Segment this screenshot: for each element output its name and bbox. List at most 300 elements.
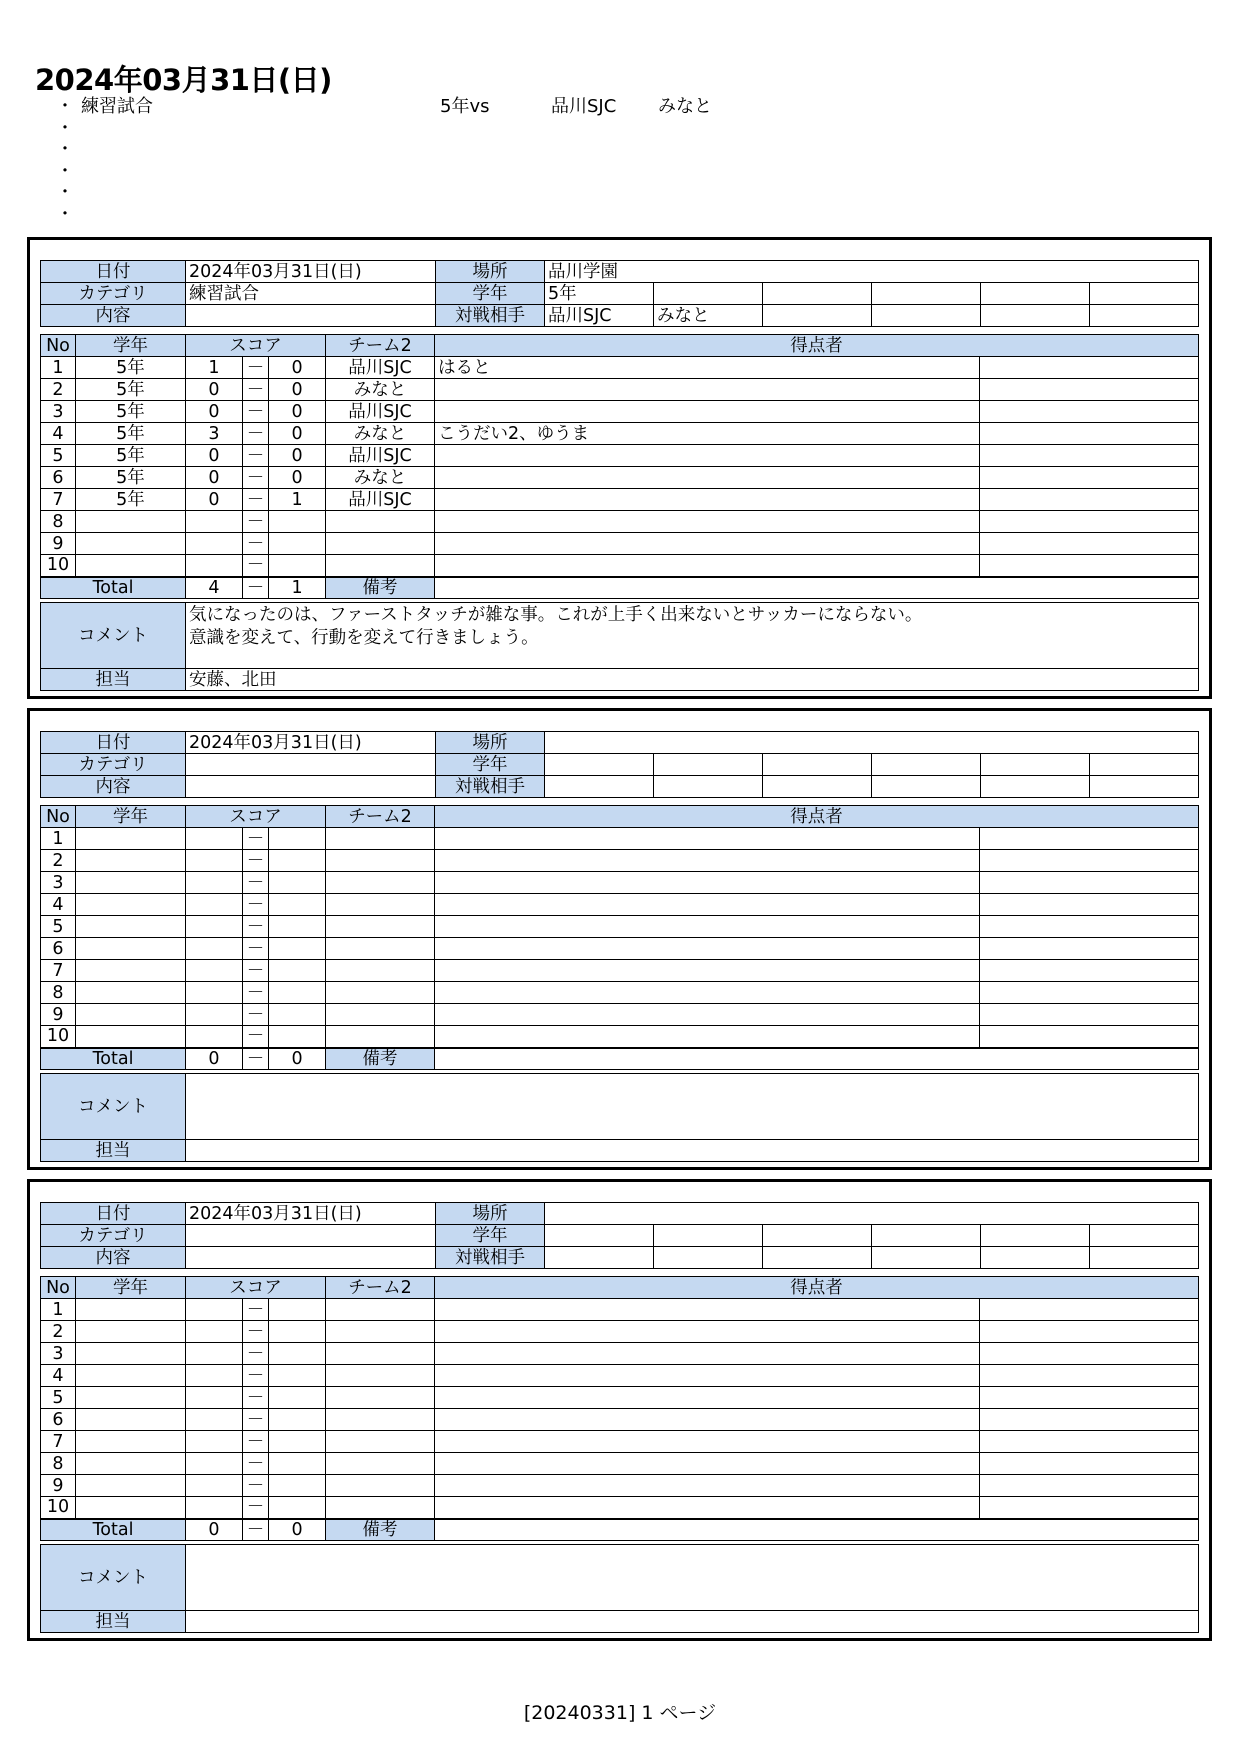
row-score-dash: － xyxy=(243,401,269,423)
header-no: No xyxy=(41,1277,76,1299)
category-value: 練習試合 xyxy=(186,283,436,305)
header-grade: 学年 xyxy=(76,806,186,828)
row-scorers xyxy=(435,1321,980,1343)
header-grade: 学年 xyxy=(76,1277,186,1299)
row-scorers xyxy=(435,445,980,467)
content-value xyxy=(186,305,436,327)
row-score-opponent xyxy=(269,938,326,960)
row-extra xyxy=(980,828,1199,850)
row-scorers: はると xyxy=(435,357,980,379)
row-extra xyxy=(980,511,1199,533)
score-row xyxy=(41,960,1199,982)
label-place: 場所 xyxy=(436,261,545,283)
row-score-dash: － xyxy=(243,960,269,982)
row-score-opponent xyxy=(269,1497,326,1519)
row-scorers xyxy=(435,467,980,489)
row-scorers xyxy=(435,1026,980,1048)
remarks-label: 備考 xyxy=(326,1519,435,1541)
row-no: 6 xyxy=(41,1409,76,1431)
date-value: 2024年03月31日(日) xyxy=(186,1203,436,1225)
score-row xyxy=(41,511,1199,533)
row-no: 8 xyxy=(41,1453,76,1475)
remarks-value xyxy=(435,1519,1199,1541)
row-grade xyxy=(76,533,186,555)
comment-label: コメント xyxy=(41,1074,186,1140)
row-no: 10 xyxy=(41,1026,76,1048)
row-scorers xyxy=(435,960,980,982)
row-score-opponent xyxy=(269,1409,326,1431)
place-value xyxy=(545,732,1199,754)
row-no: 6 xyxy=(41,938,76,960)
bullet-category: 練習試合 xyxy=(81,96,153,117)
bullet-list xyxy=(48,96,1148,225)
opponent-value: みなと xyxy=(654,305,763,327)
match-record-panel xyxy=(27,708,1212,1170)
row-team2 xyxy=(326,555,435,577)
row-team2: 品川SJC xyxy=(326,489,435,511)
row-score-own: 1 xyxy=(186,357,243,379)
opponent-value xyxy=(545,1247,654,1269)
label-content: 内容 xyxy=(41,1247,186,1269)
row-extra xyxy=(980,401,1199,423)
row-score-dash: － xyxy=(243,828,269,850)
match-record-panel xyxy=(27,237,1212,699)
label-category: カテゴリ xyxy=(41,754,186,776)
row-score-own xyxy=(186,1321,243,1343)
row-scorers xyxy=(435,938,980,960)
row-score-opponent xyxy=(269,1453,326,1475)
row-score-dash: － xyxy=(243,467,269,489)
row-extra xyxy=(980,960,1199,982)
row-no: 1 xyxy=(41,828,76,850)
row-extra xyxy=(980,1431,1199,1453)
row-score-opponent xyxy=(269,1343,326,1365)
place-value xyxy=(545,1203,1199,1225)
staff-value xyxy=(186,1140,1199,1162)
opponent-value xyxy=(763,1247,872,1269)
staff-label: 担当 xyxy=(41,1140,186,1162)
row-team2 xyxy=(326,982,435,1004)
score-row xyxy=(41,894,1199,916)
score-row xyxy=(41,401,1199,423)
row-score-dash: － xyxy=(243,894,269,916)
opponent-value xyxy=(1090,305,1199,327)
score-row xyxy=(41,872,1199,894)
row-grade xyxy=(76,872,186,894)
row-score-own xyxy=(186,1299,243,1321)
row-team2: みなと xyxy=(326,379,435,401)
score-row xyxy=(41,1387,1199,1409)
grade-extra-cell xyxy=(872,1225,981,1247)
row-score-opponent xyxy=(269,1365,326,1387)
score-row xyxy=(41,982,1199,1004)
total-label: Total xyxy=(41,1519,186,1541)
header-scorers: 得点者 xyxy=(435,335,1199,357)
bullet-opponent-2: みなと xyxy=(658,96,712,117)
row-score-own xyxy=(186,1387,243,1409)
row-grade: 5年 xyxy=(76,445,186,467)
row-score-opponent xyxy=(269,511,326,533)
comment-label: コメント xyxy=(41,603,186,669)
comment-value xyxy=(186,1074,1199,1140)
row-team2 xyxy=(326,1343,435,1365)
row-score-own: 0 xyxy=(186,401,243,423)
comment-table xyxy=(40,1073,1199,1162)
row-score-own xyxy=(186,555,243,577)
row-extra xyxy=(980,423,1199,445)
row-no: 2 xyxy=(41,379,76,401)
row-score-opponent xyxy=(269,872,326,894)
category-value xyxy=(186,1225,436,1247)
date-value: 2024年03月31日(日) xyxy=(186,732,436,754)
bullet-line xyxy=(48,182,1148,204)
row-team2 xyxy=(326,850,435,872)
score-table xyxy=(40,334,1199,599)
bullet-mark: ・ xyxy=(56,96,74,117)
row-grade xyxy=(76,1365,186,1387)
row-score-dash: － xyxy=(243,489,269,511)
total-score-own: 0 xyxy=(186,1048,243,1070)
row-score-dash: － xyxy=(243,1026,269,1048)
row-score-dash: － xyxy=(243,423,269,445)
label-opponent: 対戦相手 xyxy=(436,1247,545,1269)
score-row xyxy=(41,850,1199,872)
row-grade xyxy=(76,960,186,982)
row-team2 xyxy=(326,894,435,916)
row-score-own xyxy=(186,1497,243,1519)
opponent-value xyxy=(872,776,981,798)
page-title: 2024年03月31日(日) xyxy=(35,63,332,97)
row-grade: 5年 xyxy=(76,379,186,401)
bullet-line xyxy=(48,139,1148,161)
score-row xyxy=(41,555,1199,577)
row-score-dash: － xyxy=(243,511,269,533)
row-score-own xyxy=(186,828,243,850)
grade-extra-cell xyxy=(981,1225,1090,1247)
date-value: 2024年03月31日(日) xyxy=(186,261,436,283)
row-score-opponent xyxy=(269,828,326,850)
row-grade xyxy=(76,1409,186,1431)
match-info-table xyxy=(40,1202,1199,1269)
opponent-value xyxy=(981,1247,1090,1269)
total-label: Total xyxy=(41,1048,186,1070)
row-grade xyxy=(76,1387,186,1409)
row-no: 2 xyxy=(41,850,76,872)
comment-line: 気になったのは、ファーストタッチが雑な事。これが上手く出来ないとサッカーにならない。 xyxy=(189,605,923,625)
total-score-opponent: 0 xyxy=(269,1048,326,1070)
header-scorers: 得点者 xyxy=(435,1277,1199,1299)
row-score-opponent xyxy=(269,1475,326,1497)
row-extra xyxy=(980,938,1199,960)
row-score-own xyxy=(186,1431,243,1453)
row-score-dash: － xyxy=(243,1497,269,1519)
label-grade: 学年 xyxy=(436,754,545,776)
remarks-label: 備考 xyxy=(326,1048,435,1070)
category-value xyxy=(186,754,436,776)
row-score-dash: － xyxy=(243,1365,269,1387)
staff-value: 安藤、北田 xyxy=(186,669,1199,691)
row-team2 xyxy=(326,828,435,850)
grade-extra-cell xyxy=(1090,1225,1199,1247)
bullet-mark: ・ xyxy=(56,203,74,225)
row-grade: 5年 xyxy=(76,489,186,511)
row-score-own xyxy=(186,960,243,982)
row-team2 xyxy=(326,1387,435,1409)
row-extra xyxy=(980,1497,1199,1519)
row-scorers xyxy=(435,1343,980,1365)
score-row xyxy=(41,828,1199,850)
row-scorers xyxy=(435,1299,980,1321)
bullet-line xyxy=(48,204,1148,226)
match-record-panel xyxy=(27,1179,1212,1641)
header-score: スコア xyxy=(186,335,326,357)
row-team2 xyxy=(326,1475,435,1497)
label-category: カテゴリ xyxy=(41,1225,186,1247)
row-extra xyxy=(980,1365,1199,1387)
row-grade xyxy=(76,1475,186,1497)
score-row xyxy=(41,423,1199,445)
row-score-own xyxy=(186,1409,243,1431)
row-scorers xyxy=(435,916,980,938)
opponent-value xyxy=(981,776,1090,798)
row-score-own xyxy=(186,1004,243,1026)
row-scorers xyxy=(435,982,980,1004)
row-extra xyxy=(980,467,1199,489)
remarks-value xyxy=(435,577,1199,599)
opponent-value xyxy=(872,1247,981,1269)
row-team2 xyxy=(326,1026,435,1048)
row-no: 4 xyxy=(41,894,76,916)
row-extra xyxy=(980,379,1199,401)
row-score-dash: － xyxy=(243,1431,269,1453)
row-score-opponent xyxy=(269,850,326,872)
row-score-opponent xyxy=(269,916,326,938)
label-date: 日付 xyxy=(41,261,186,283)
row-no: 6 xyxy=(41,467,76,489)
row-extra xyxy=(980,445,1199,467)
label-grade: 学年 xyxy=(436,1225,545,1247)
row-score-opponent xyxy=(269,1387,326,1409)
row-scorers xyxy=(435,1004,980,1026)
row-score-opponent: 0 xyxy=(269,379,326,401)
row-extra xyxy=(980,489,1199,511)
row-score-dash: － xyxy=(243,850,269,872)
row-score-dash: － xyxy=(243,938,269,960)
row-no: 4 xyxy=(41,423,76,445)
row-grade xyxy=(76,1026,186,1048)
row-team2 xyxy=(326,1431,435,1453)
row-extra xyxy=(980,1387,1199,1409)
row-no: 5 xyxy=(41,1387,76,1409)
row-extra xyxy=(980,982,1199,1004)
header-no: No xyxy=(41,335,76,357)
row-no: 1 xyxy=(41,1299,76,1321)
content-value xyxy=(186,1247,436,1269)
row-score-own xyxy=(186,872,243,894)
header-no: No xyxy=(41,806,76,828)
grade-extra-cell xyxy=(981,283,1090,305)
row-score-dash: － xyxy=(243,1453,269,1475)
row-score-dash: － xyxy=(243,555,269,577)
row-no: 9 xyxy=(41,1475,76,1497)
row-score-own: 0 xyxy=(186,489,243,511)
row-extra xyxy=(980,1453,1199,1475)
row-grade xyxy=(76,1343,186,1365)
row-no: 7 xyxy=(41,489,76,511)
row-score-opponent xyxy=(269,1004,326,1026)
row-scorers xyxy=(435,872,980,894)
bullet-line xyxy=(48,118,1148,140)
row-grade xyxy=(76,828,186,850)
row-no: 8 xyxy=(41,982,76,1004)
score-row xyxy=(41,357,1199,379)
row-scorers xyxy=(435,1497,980,1519)
row-scorers xyxy=(435,511,980,533)
row-score-opponent: 0 xyxy=(269,423,326,445)
row-score-own xyxy=(186,1453,243,1475)
row-score-own: 0 xyxy=(186,467,243,489)
score-row xyxy=(41,916,1199,938)
opponent-value xyxy=(654,1247,763,1269)
grade-extra-cell xyxy=(1090,283,1199,305)
content-value xyxy=(186,776,436,798)
bullet-opponent-1: 品川SJC xyxy=(551,96,617,117)
page-footer: [20240331] 1 ページ xyxy=(523,1702,717,1724)
row-scorers xyxy=(435,489,980,511)
row-score-opponent xyxy=(269,1026,326,1048)
row-grade xyxy=(76,938,186,960)
row-score-dash: － xyxy=(243,982,269,1004)
row-score-dash: － xyxy=(243,916,269,938)
label-category: カテゴリ xyxy=(41,283,186,305)
row-scorers xyxy=(435,828,980,850)
row-score-dash: － xyxy=(243,533,269,555)
row-extra xyxy=(980,894,1199,916)
row-scorers xyxy=(435,401,980,423)
row-no: 7 xyxy=(41,1431,76,1453)
label-grade: 学年 xyxy=(436,283,545,305)
row-score-own xyxy=(186,982,243,1004)
row-team2: 品川SJC xyxy=(326,445,435,467)
row-score-dash: － xyxy=(243,1475,269,1497)
score-row xyxy=(41,1026,1199,1048)
row-no: 5 xyxy=(41,445,76,467)
row-score-own xyxy=(186,1343,243,1365)
remarks-value xyxy=(435,1048,1199,1070)
row-no: 1 xyxy=(41,357,76,379)
row-team2 xyxy=(326,960,435,982)
place-value: 品川学園 xyxy=(545,261,1199,283)
grade-extra-cell xyxy=(763,283,872,305)
row-grade xyxy=(76,1321,186,1343)
row-team2 xyxy=(326,511,435,533)
row-score-own xyxy=(186,894,243,916)
comment-table xyxy=(40,1544,1199,1633)
row-extra xyxy=(980,872,1199,894)
bullet-line xyxy=(48,96,1148,118)
row-scorers xyxy=(435,1431,980,1453)
score-row xyxy=(41,1475,1199,1497)
row-grade xyxy=(76,1004,186,1026)
grade-extra-cell xyxy=(763,1225,872,1247)
grade-extra-cell xyxy=(872,754,981,776)
grade-extra-cell xyxy=(981,754,1090,776)
row-scorers xyxy=(435,379,980,401)
row-score-own xyxy=(186,938,243,960)
score-row xyxy=(41,489,1199,511)
row-score-own xyxy=(186,511,243,533)
row-score-own: 0 xyxy=(186,379,243,401)
row-scorers xyxy=(435,1409,980,1431)
row-extra xyxy=(980,1475,1199,1497)
row-scorers xyxy=(435,894,980,916)
score-row xyxy=(41,938,1199,960)
row-score-opponent: 1 xyxy=(269,489,326,511)
row-extra xyxy=(980,1409,1199,1431)
grade-value xyxy=(545,754,654,776)
row-no: 8 xyxy=(41,511,76,533)
total-score-dash: － xyxy=(243,1519,269,1541)
header-team2: チーム2 xyxy=(326,1277,435,1299)
grade-extra-cell xyxy=(654,283,763,305)
row-extra xyxy=(980,1004,1199,1026)
score-row xyxy=(41,1365,1199,1387)
staff-label: 担当 xyxy=(41,1611,186,1633)
row-scorers xyxy=(435,533,980,555)
row-score-dash: － xyxy=(243,1343,269,1365)
row-scorers xyxy=(435,1365,980,1387)
label-opponent: 対戦相手 xyxy=(436,776,545,798)
row-score-own xyxy=(186,1475,243,1497)
row-no: 9 xyxy=(41,1004,76,1026)
bullet-mark: ・ xyxy=(56,117,74,139)
row-score-dash: － xyxy=(243,872,269,894)
row-scorers xyxy=(435,555,980,577)
row-extra xyxy=(980,916,1199,938)
row-team2: みなと xyxy=(326,423,435,445)
total-score-opponent: 1 xyxy=(269,577,326,599)
row-score-dash: － xyxy=(243,1299,269,1321)
row-score-opponent xyxy=(269,960,326,982)
opponent-value: 品川SJC xyxy=(545,305,654,327)
score-row xyxy=(41,1453,1199,1475)
opponent-value xyxy=(545,776,654,798)
bullet-grade-vs: 5年vs xyxy=(440,96,490,117)
row-grade xyxy=(76,555,186,577)
opponent-value xyxy=(763,305,872,327)
comment-label: コメント xyxy=(41,1545,186,1611)
opponent-value xyxy=(1090,776,1199,798)
remarks-label: 備考 xyxy=(326,577,435,599)
grade-extra-cell xyxy=(763,754,872,776)
grade-value: 5年 xyxy=(545,283,654,305)
row-score-opponent xyxy=(269,894,326,916)
row-grade xyxy=(76,982,186,1004)
bullet-mark: ・ xyxy=(56,182,74,203)
total-score-dash: － xyxy=(243,577,269,599)
row-grade: 5年 xyxy=(76,423,186,445)
row-extra xyxy=(980,1026,1199,1048)
row-grade xyxy=(76,850,186,872)
row-team2 xyxy=(326,1365,435,1387)
row-score-opponent xyxy=(269,555,326,577)
row-no: 7 xyxy=(41,960,76,982)
label-content: 内容 xyxy=(41,776,186,798)
row-score-own xyxy=(186,1026,243,1048)
label-place: 場所 xyxy=(436,732,545,754)
header-team2: チーム2 xyxy=(326,806,435,828)
row-grade xyxy=(76,916,186,938)
